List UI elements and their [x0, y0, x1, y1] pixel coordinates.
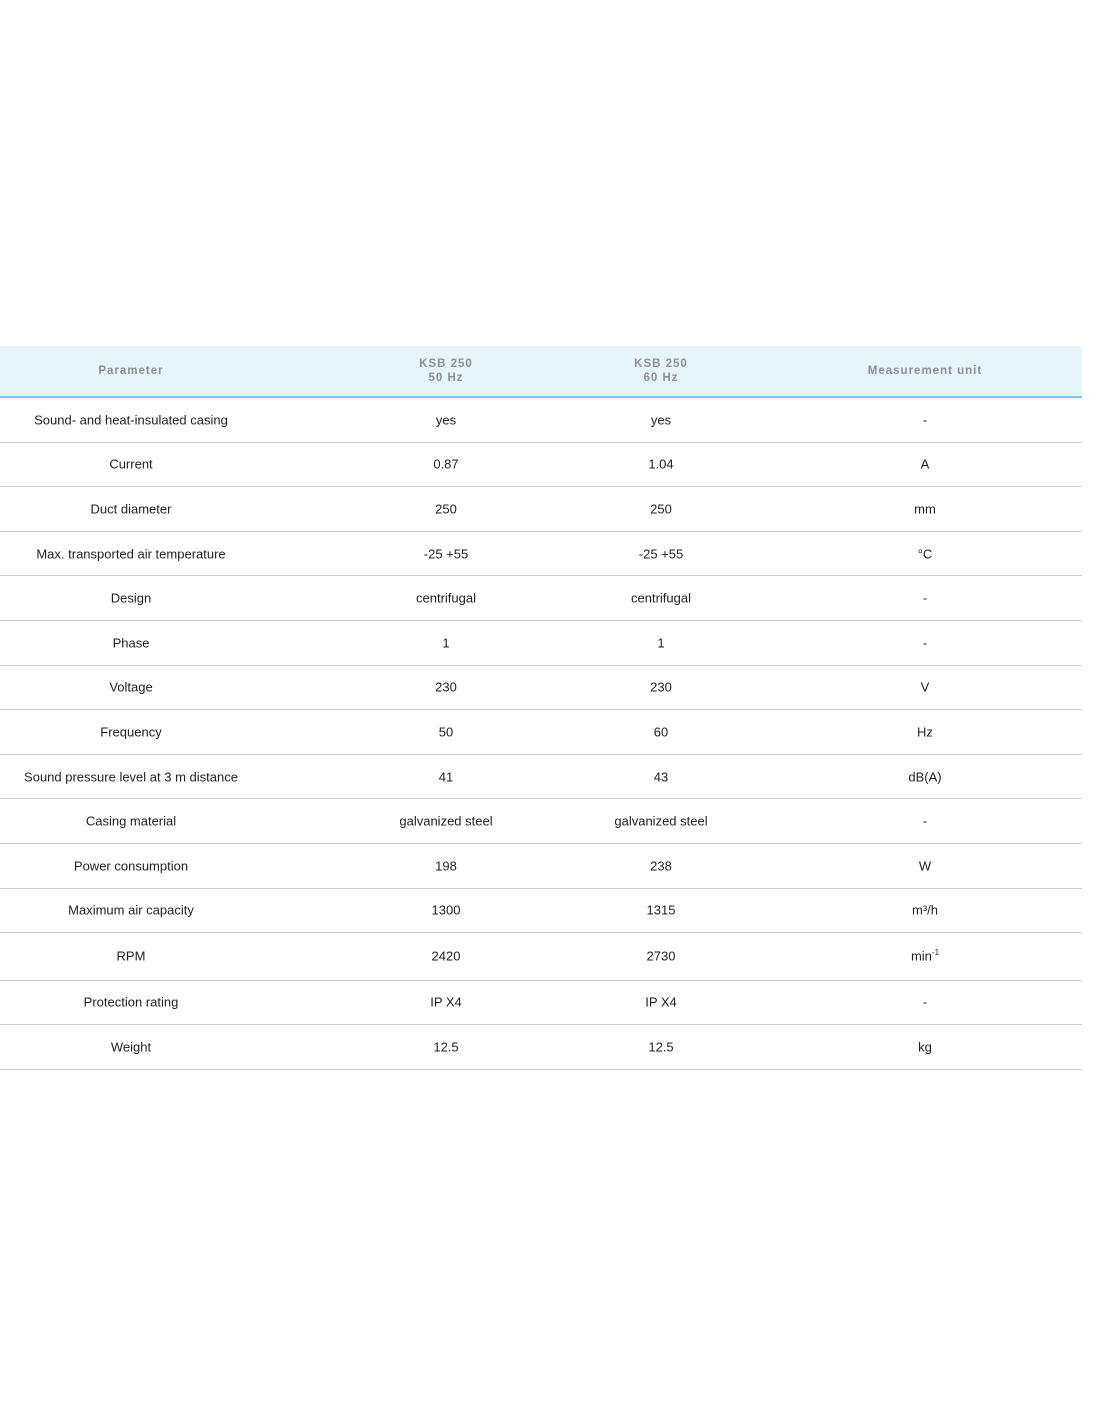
cell-ksb250-50hz: 50 [438, 724, 454, 740]
unit-text: dB(A) [908, 769, 942, 785]
cell-parameter: Power consumption [73, 858, 189, 874]
cell-measurement-unit [775, 412, 1075, 427]
cell-parameter: Duct diameter [90, 501, 172, 517]
table-row [0, 933, 1082, 981]
cell-ksb250-60hz: centrifugal [631, 590, 691, 606]
cell-ksb250-50hz: 41 [438, 769, 454, 785]
table-row [0, 1025, 1082, 1070]
cell-ksb250-50hz: -25 +55 [423, 546, 469, 562]
table-row [0, 844, 1082, 889]
cell-ksb250-50hz: centrifugal [416, 590, 476, 606]
cell-ksb250-50hz: 1300 [431, 902, 461, 918]
cell-ksb250-50hz: 230 [435, 679, 457, 695]
table-row [0, 710, 1082, 755]
cell-measurement-unit [775, 769, 1075, 784]
cell-ksb250-60hz: -25 +55 [638, 546, 684, 562]
table-row [0, 487, 1082, 532]
table-row [0, 799, 1082, 844]
table-row [0, 666, 1082, 711]
table-row [0, 443, 1082, 488]
cell-parameter: Frequency [100, 724, 162, 740]
cell-measurement-unit [775, 457, 1075, 472]
cell-parameter: Weight [110, 1039, 152, 1055]
spec-table [0, 346, 1082, 1070]
cell-ksb250-50hz: yes [435, 412, 457, 428]
unit-text: °C [917, 546, 933, 562]
table-row [0, 398, 1082, 443]
cell-ksb250-60hz: 1 [657, 635, 665, 651]
cell-parameter: RPM [116, 948, 146, 964]
cell-measurement-unit [775, 949, 1075, 964]
unit-text: Hz [917, 724, 933, 740]
cell-ksb250-60hz: 1315 [646, 902, 676, 918]
header-ksb250-50hz [296, 357, 596, 385]
unit-text: A [920, 456, 930, 472]
table-row [0, 755, 1082, 800]
cell-parameter: Sound pressure level at 3 m distance [24, 769, 238, 785]
unit-text: V [920, 679, 930, 695]
header-ksb250-60hz [561, 357, 761, 385]
header-ksb250-50hz-model: KSB 250 [419, 358, 473, 370]
cell-measurement-unit [775, 814, 1075, 829]
cell-parameter: Design [110, 590, 152, 606]
cell-measurement-unit [775, 591, 1075, 606]
cell-parameter: Current [109, 456, 153, 472]
unit-superscript: -1 [931, 948, 940, 958]
unit-text: - [922, 635, 928, 651]
unit-text: - [922, 813, 928, 829]
cell-ksb250-50hz: 12.5 [433, 1039, 459, 1055]
cell-parameter: Max. transported air temperature [36, 546, 226, 562]
unit-text: - [922, 994, 928, 1010]
cell-ksb250-60hz: 250 [650, 501, 672, 517]
cell-ksb250-60hz: galvanized steel [614, 813, 708, 829]
cell-ksb250-50hz: 0.87 [433, 456, 459, 472]
table-row [0, 576, 1082, 621]
cell-ksb250-60hz: 238 [650, 858, 672, 874]
header-measurement-unit: Measurement unit [867, 365, 983, 377]
cell-ksb250-60hz: 43 [653, 769, 669, 785]
cell-parameter: Casing material [85, 813, 177, 829]
table-row [0, 621, 1082, 666]
unit-text: m³/h [912, 902, 938, 918]
table-row [0, 889, 1082, 934]
unit-text: kg [918, 1039, 932, 1055]
cell-ksb250-50hz: 198 [435, 858, 457, 874]
cell-parameter: Phase [112, 635, 150, 651]
cell-ksb250-50hz: 1 [442, 635, 450, 651]
cell-ksb250-60hz: yes [650, 412, 672, 428]
cell-measurement-unit [775, 635, 1075, 650]
cell-ksb250-60hz: 230 [650, 679, 672, 695]
unit-text: min [910, 948, 932, 964]
cell-measurement-unit [775, 546, 1075, 561]
unit-text: - [922, 412, 928, 428]
table-row [0, 532, 1082, 577]
cell-ksb250-60hz: 60 [653, 724, 669, 740]
table-row [0, 981, 1082, 1026]
header-ksb250-50hz-frequency: 50 Hz [428, 372, 464, 384]
cell-measurement-unit [775, 903, 1075, 918]
cell-ksb250-50hz: 250 [435, 501, 457, 517]
unit-text: mm [914, 501, 936, 517]
cell-ksb250-60hz: 12.5 [648, 1039, 674, 1055]
cell-measurement-unit [775, 995, 1075, 1010]
cell-measurement-unit [775, 501, 1075, 516]
header-ksb250-60hz-frequency: 60 Hz [643, 372, 679, 384]
table-header [0, 346, 1082, 398]
cell-parameter: Voltage [109, 679, 153, 695]
cell-measurement-unit [775, 1040, 1075, 1055]
header-parameter: Parameter [98, 365, 164, 377]
cell-measurement-unit [775, 724, 1075, 739]
unit-text: W [918, 858, 932, 874]
cell-parameter: Maximum air capacity [68, 902, 194, 918]
cell-measurement-unit [775, 680, 1075, 695]
cell-ksb250-60hz: 2730 [646, 948, 676, 964]
cell-ksb250-50hz: IP X4 [430, 994, 462, 1010]
cell-ksb250-50hz: galvanized steel [399, 813, 493, 829]
unit-text: - [922, 590, 928, 606]
cell-measurement-unit [775, 858, 1075, 873]
cell-ksb250-50hz: 2420 [431, 948, 461, 964]
cell-parameter: Sound- and heat-insulated casing [34, 412, 228, 428]
header-ksb250-60hz-model: KSB 250 [634, 358, 688, 370]
table-body [0, 398, 1082, 1070]
cell-ksb250-60hz: 1.04 [648, 456, 674, 472]
cell-ksb250-60hz: IP X4 [645, 994, 677, 1010]
cell-parameter: Protection rating [83, 994, 179, 1010]
